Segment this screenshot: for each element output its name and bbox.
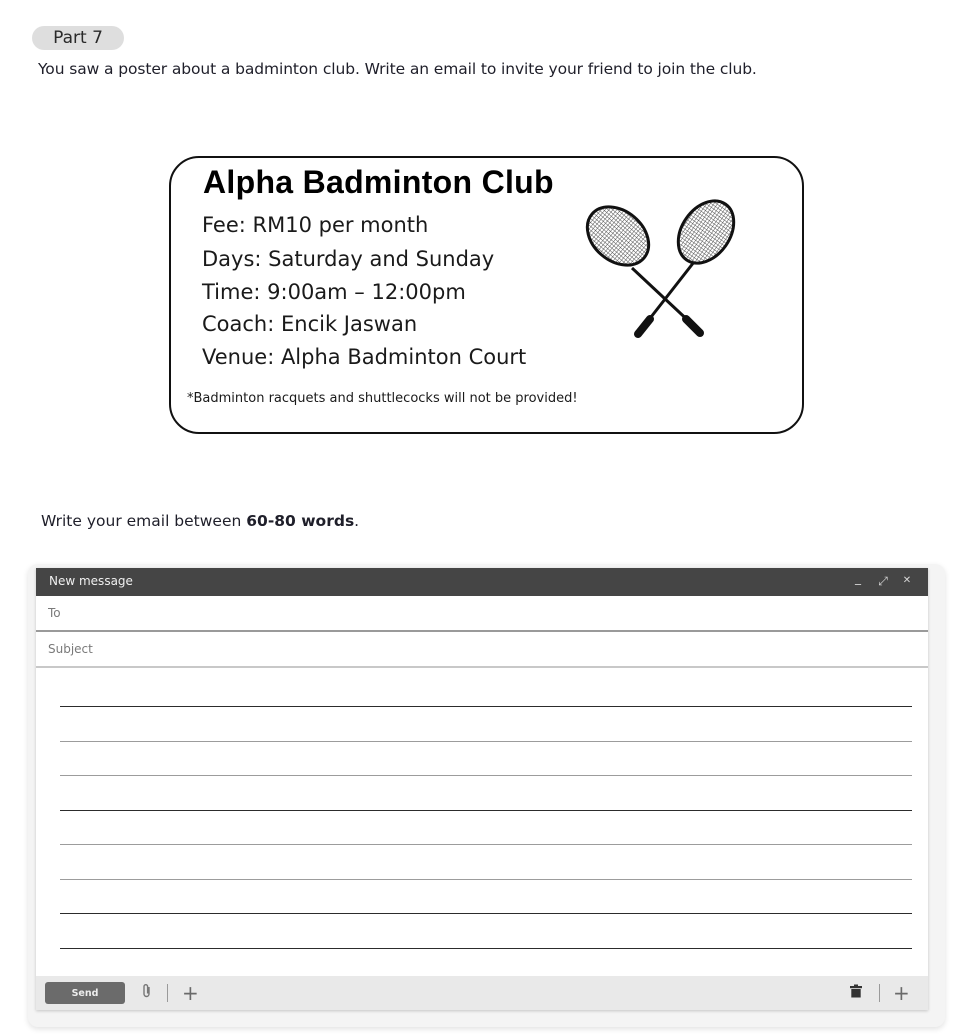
trash-icon[interactable] (848, 983, 864, 1003)
email-header (36, 568, 928, 596)
word-count-instruction (41, 512, 359, 530)
poster-fee: Fee: RM10 per month (202, 213, 429, 237)
minimize-icon[interactable]: _ (855, 571, 861, 585)
subject-field[interactable] (48, 632, 908, 666)
poster-title: Alpha Badminton Club (203, 164, 554, 200)
to-field[interactable] (48, 596, 908, 630)
poster-note: *Badminton racquets and shuttlecocks will not be provided! (187, 391, 578, 406)
word-instr-suffix: . (354, 512, 360, 530)
task-instruction: You saw a poster about a badminton club. Write an email to invite your friend to join the club. (38, 60, 757, 78)
expand-icon[interactable]: ⤢ (878, 574, 888, 588)
email-compose-window (36, 568, 928, 1010)
ruled-line (60, 810, 912, 811)
poster-venue: Venue: Alpha Badminton Court (202, 345, 527, 369)
footer-divider (167, 984, 168, 1002)
poster-coach: Coach: Encik Jaswan (202, 312, 418, 336)
ruled-line (60, 913, 912, 914)
send-button[interactable]: Send (45, 982, 125, 1004)
footer-divider (879, 984, 880, 1002)
ruled-line (60, 844, 912, 845)
poster-time: Time: 9:00am – 12:00pm (202, 280, 466, 304)
to-row (36, 596, 928, 632)
email-header-title: New message (49, 574, 133, 588)
plus-icon[interactable]: + (893, 981, 910, 1005)
part-label: Part 7 (32, 26, 124, 50)
paperclip-icon[interactable] (140, 983, 154, 1003)
ruled-line (60, 706, 912, 707)
subject-row (36, 632, 928, 668)
email-body[interactable] (36, 668, 928, 976)
word-count-range: 60-80 words (246, 512, 355, 530)
plus-icon[interactable]: + (182, 981, 199, 1005)
close-icon[interactable]: ✕ (902, 575, 912, 586)
poster-days: Days: Saturday and Sunday (202, 247, 495, 271)
ruled-line (60, 879, 912, 880)
club-poster (169, 156, 804, 434)
badminton-racquets-icon (576, 198, 756, 348)
ruled-line (60, 741, 912, 742)
email-footer (36, 976, 928, 1010)
ruled-line (60, 948, 912, 949)
ruled-line (60, 775, 912, 776)
word-instr-prefix: Write your email between (41, 512, 247, 530)
